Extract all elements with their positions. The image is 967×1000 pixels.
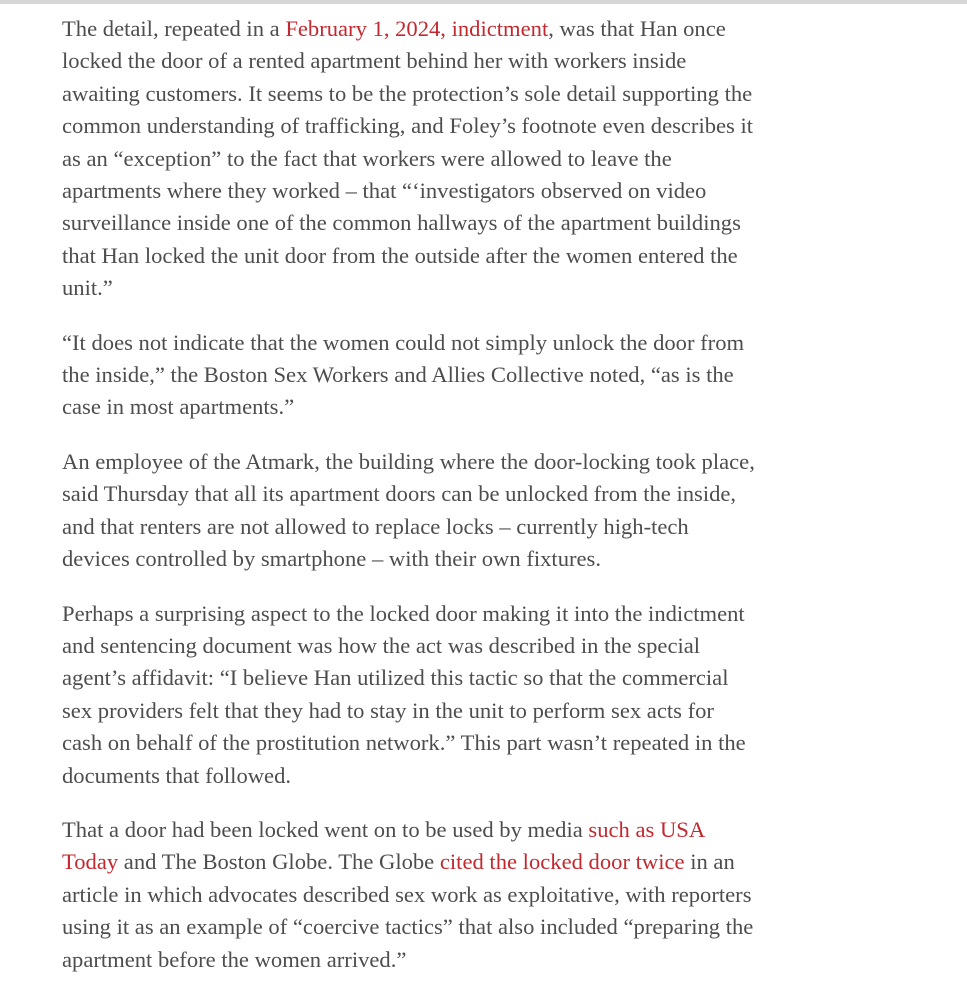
- paragraph-line: [62, 846, 942, 878]
- text-segment: cash on behalf of the prostitution network.” This part wasn’t repeated in the: [62, 730, 746, 756]
- text-segment: The detail, repeated in a: [62, 16, 286, 41]
- paragraph-line: [62, 911, 942, 943]
- paragraph-line: [62, 240, 942, 272]
- inline-link[interactable]: Today: [62, 849, 119, 875]
- article-paragraph: [62, 814, 942, 976]
- text-segment: article in which advocates described sex work as exploitative, with reporters: [62, 881, 752, 907]
- text-segment: agent’s affidavit: “I believe Han utilized this tactic so that the commercial: [62, 665, 729, 691]
- text-segment: and sentencing document was how the act was described in the special: [62, 632, 701, 658]
- paragraph-line: [62, 110, 942, 142]
- paragraph-line: [62, 727, 942, 759]
- text-segment: the inside,” the Boston Sex Workers and Allies Collective noted, “as is the: [62, 362, 734, 388]
- text-segment: said Thursday that all its apartment doors can be unlocked from the inside,: [62, 481, 737, 507]
- inline-link[interactable]: February 1, 2024, indictment: [285, 16, 549, 41]
- text-segment: surveillance inside one of the common hallways of the apartment buildings: [62, 210, 741, 236]
- paragraph-line: [62, 598, 942, 630]
- article-paragraph: [62, 13, 942, 305]
- inline-link[interactable]: cited the locked door twice: [439, 849, 685, 875]
- paragraph-line: [62, 879, 942, 911]
- text-segment: and that renters are not allowed to replace locks – currently high-tech: [62, 513, 689, 539]
- paragraph-line: [62, 359, 942, 391]
- paragraph-line: [62, 478, 942, 510]
- paragraph-line: [62, 45, 942, 77]
- paragraph-line: [62, 814, 942, 846]
- text-segment: Perhaps a surprising aspect to the locked door making it into the indictment: [62, 600, 745, 626]
- paragraph-line: [62, 695, 942, 727]
- article-body: [62, 13, 942, 998]
- paragraph-line: [62, 272, 942, 304]
- top-divider: [0, 0, 967, 4]
- text-segment: awaiting customers. It seems to be the protection’s sole detail supporting the: [62, 80, 753, 106]
- paragraph-line: [62, 391, 942, 423]
- text-segment: devices controlled by smartphone – with their own fixtures.: [62, 546, 601, 572]
- text-segment: unit.”: [62, 275, 113, 301]
- inline-link[interactable]: such as USA: [588, 816, 706, 842]
- text-segment: using it as an example of “coercive tactics” that also included “preparing the: [62, 914, 754, 940]
- text-segment: That a door had been locked went on to be used by media: [62, 816, 589, 842]
- text-segment: apartments where they worked – that “‘investigators observed on video: [62, 178, 707, 204]
- article-paragraph: [62, 446, 942, 576]
- paragraph-line: [62, 760, 942, 792]
- text-segment: in an: [684, 849, 735, 875]
- text-segment: and The Boston Globe. The Globe: [118, 849, 440, 875]
- paragraph-line: [62, 446, 942, 478]
- text-segment: that Han locked the unit door from the outside after the women entered the: [62, 242, 738, 268]
- paragraph-line: [62, 207, 942, 239]
- text-segment: common understanding of trafficking, and Foley’s footnote even describes it: [62, 113, 754, 139]
- text-segment: apartment before the women arrived.”: [62, 946, 407, 972]
- paragraph-line: [62, 543, 942, 575]
- article-paragraph: [62, 327, 942, 424]
- paragraph-line: [62, 327, 942, 359]
- text-segment: case in most apartments.”: [62, 394, 295, 420]
- paragraph-line: [62, 662, 942, 694]
- paragraph-line: [62, 143, 942, 175]
- text-segment: , was that Han once: [548, 16, 726, 41]
- text-segment: An employee of the Atmark, the building where the door-locking took place,: [62, 448, 755, 474]
- paragraph-line: [62, 944, 942, 976]
- text-segment: “It does not indicate that the women could not simply unlock the door from: [62, 329, 745, 355]
- paragraph-line: [62, 630, 942, 662]
- article-paragraph: [62, 598, 942, 792]
- text-segment: locked the door of a rented apartment behind her with workers inside: [62, 48, 687, 74]
- text-segment: sex providers felt that they had to stay in the unit to perform sex acts for: [62, 697, 714, 723]
- paragraph-line: [62, 78, 942, 110]
- paragraph-line: [62, 175, 942, 207]
- paragraph-line: [62, 13, 942, 45]
- text-segment: documents that followed.: [62, 762, 292, 788]
- paragraph-line: [62, 511, 942, 543]
- text-segment: as an “exception” to the fact that workers were allowed to leave the: [62, 145, 672, 171]
